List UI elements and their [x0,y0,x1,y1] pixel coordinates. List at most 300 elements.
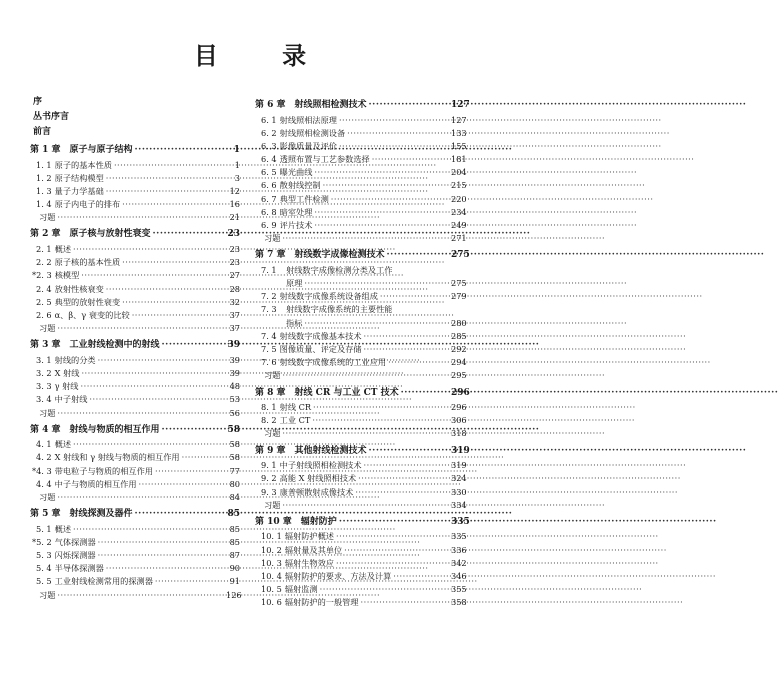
toc-page-number: 21 [229,212,240,223]
toc-leader-dots [106,185,224,198]
toc-entry-title: 半导体探测器 [54,563,104,574]
toc-left-column [30,95,240,602]
toc-entry-number: 10. 4 [261,570,282,581]
toc-entry-number: 1. 2 [36,172,52,183]
toc-entry-exercise [255,232,465,245]
toc-leader-dots [364,330,449,343]
toc-page-number: 295 [451,370,467,381]
toc-entry-section [255,557,465,570]
toc-entry-title: 核模型 [54,270,80,281]
toc-entry-number: *5. 2 [32,536,52,547]
toc-entry-chapter [255,444,470,460]
toc-entry-number: 2. 6 [36,309,52,320]
toc-leader-dots [122,198,224,211]
toc-entry-number: 10. 2 [261,544,282,555]
toc-entry-chapter [255,248,470,264]
toc-entry-title: 中子与物质的相互作用 [54,478,137,489]
toc-entry-title: 工业射线检测常用的探测器 [54,576,153,587]
toc-entry-section [255,486,465,499]
toc-leader-dots [314,166,449,179]
toc-entry-title: 放射性核衰变 [54,283,104,294]
toc-entry-title: 原子的基本性质 [54,159,112,170]
toc-page-number: 32 [229,296,240,307]
toc-entry-section [30,523,240,536]
toc-entry-chapter [30,143,240,159]
toc-page-number: 39 [227,340,240,351]
toc-entry-number: 6. 7 [261,193,277,204]
toc-entry-section [255,114,465,127]
toc-entry-number: 8. 2 [261,415,277,426]
toc-page-number: 91 [229,576,240,587]
toc-page-number: 285 [451,330,467,341]
toc-page-number: 12 [229,185,240,196]
toc-entry-section [30,172,240,185]
toc-leader-dots [388,356,449,369]
toc-page-number: 306 [451,415,467,426]
toc-entry-number: 第 3 章 [30,340,61,351]
toc-entry-number: 5. 4 [36,563,52,574]
toc-entry-title: 工业射线检测中的射线 [69,340,160,351]
toc-entry-section [255,583,465,596]
toc-leader-dots [139,478,224,491]
toc-entry-number: 3. 3 [36,381,52,392]
toc-entry-number: 5. 3 [36,550,52,560]
toc-page-number: 58 [229,452,240,463]
toc-page-number: 23 [227,229,240,240]
toc-entry-exercise [30,322,240,335]
toc-entry-section [30,438,240,451]
toc-page-number: 335 [451,516,470,527]
toc-leader-dots [347,127,449,140]
toc-entry-number: 8. 1 [261,402,277,413]
toc-leader-dots [339,515,449,531]
toc-leader-dots [73,438,224,451]
toc-page-number: 280 [451,317,467,328]
toc-entry-title: X 射线和 γ 射线与物质的相互作用 [54,452,180,463]
toc-leader-dots [336,530,449,543]
toc-entry-section [255,356,465,369]
toc-entry-section [255,219,465,232]
toc-page-number: 127 [451,114,467,125]
toc-entry-title: 典型的放射性衰变 [54,296,121,307]
toc-entry-title: 习题 [39,212,56,223]
toc-entry-title: 前言 [33,127,52,137]
toc-entry-number: 7. 1 [261,264,277,275]
toc-entry-title: 习题 [39,323,56,334]
toc-page-number: 358 [451,597,467,608]
toc-leader-dots [387,248,449,264]
toc-entry-exercise [255,369,465,382]
toc-entry-section [30,283,240,296]
toc-entry-section [30,536,240,549]
toc-page-number: 334 [451,499,467,510]
toc-entry-title: 评片技术 [279,220,313,230]
toc-entry-title: 原子内电子的排布 [54,199,121,210]
toc-page-number: 58 [227,424,240,435]
toc-entry-section [30,198,240,211]
toc-entry-number: 10. 1 [261,531,282,542]
toc-entry-section [255,166,465,179]
toc-entry-number: *2. 3 [32,270,52,281]
toc-page-number: 58 [229,439,240,450]
toc-entry-title: 原子核的基本性质 [54,257,121,268]
toc-entry-number: 7. 4 [261,330,277,341]
toc-entry-section [30,393,240,406]
toc-right-column [255,95,470,610]
toc-entry-title: 习题 [264,428,281,439]
toc-leader-dots [122,296,224,309]
toc-page-number: 127 [451,100,470,110]
toc-entry-number: 5. 5 [36,576,52,587]
toc-leader-dots [364,343,449,356]
toc-entry-title: 图像质量、评定及存储 [279,344,362,354]
toc-entry-title: 其他射线检测技术 [294,445,367,456]
toc-entry-section [30,296,240,309]
toc-entry-number: 7. 5 [261,344,277,354]
toc-entry-front [30,95,240,110]
toc-entry-number: 2. 2 [36,257,52,268]
toc-leader-dots [339,140,449,153]
toc-page-number: 296 [451,387,470,398]
toc-entry-exercise [30,491,240,504]
toc-leader-dots [304,277,449,290]
toc-entry-section [30,367,240,380]
toc-page-number: 80 [229,478,240,489]
toc-entry-number: 2. 1 [36,243,52,254]
toc-leader-dots [106,283,224,296]
toc-entry-section [30,354,240,367]
toc-leader-dots [106,562,224,575]
toc-leader-dots [380,290,449,303]
toc-page-number: 23 [229,257,240,268]
toc-entry-section [255,570,465,583]
toc-page-number: 77 [229,465,240,476]
toc-leader-dots [122,256,224,269]
toc-entry-title: 序 [33,97,43,107]
toc-entry-title: 射线 CR [279,402,312,413]
toc-entry-title: γ 射线 [54,381,79,392]
toc-page-number: 220 [451,193,467,204]
toc-leader-dots [344,544,449,557]
toc-leader-dots [282,369,449,382]
toc-entry-number: 6. 5 [261,167,277,178]
toc-entry-title: 康普顿散射成像技术 [279,486,354,497]
toc-entry-number: 5. 1 [36,523,52,534]
toc-entry-title: 射线数字成像系统设备组成 [279,291,378,302]
toc-entry-title: 原理 [286,278,303,289]
toc-entry-number: 第 1 章 [30,145,61,155]
toc-entry-number: 2. 5 [36,296,52,307]
toc-entry-number: 第 7 章 [255,250,286,261]
toc-entry-number: 9. 3 [261,486,277,497]
toc-page-number: 84 [229,491,240,502]
toc-leader-dots [106,172,224,185]
toc-entry-section [255,459,465,472]
toc-entry-title: 辐射监测 [284,584,318,595]
toc-entry-title: 气体探测器 [54,536,96,547]
toc-entry-number: 1. 3 [36,185,52,196]
toc-entry-title: 辐射生物效应 [284,557,334,568]
toc-leader-dots [98,549,224,562]
toc-page-number: 336 [451,544,467,555]
toc-entry-number: 6. 3 [261,140,277,151]
toc-entry-number: 6. 4 [261,154,277,165]
toc-page-number: 53 [229,394,240,405]
toc-leader-dots [57,491,224,504]
toc-entry-title: 量子力学基础 [54,185,104,196]
toc-page-number: 85 [229,536,240,547]
toc-page-number: 215 [451,180,467,191]
toc-page-number: 87 [229,550,240,560]
toc-entry-section [255,206,465,219]
toc-entry-number: 6. 9 [261,220,277,230]
toc-entry-section [255,330,465,343]
toc-page-number: 319 [451,445,470,456]
toc-page-number: 90 [229,563,240,574]
toc-leader-dots [282,232,449,245]
toc-entry-title: 习题 [264,499,281,510]
toc-page-number: 155 [451,140,467,151]
toc-page-number: 275 [451,278,467,289]
toc-entry-title: 透照布置与工艺参数选择 [279,154,370,165]
toc-entry-number: 4. 4 [36,478,52,489]
toc-entry-chapter [255,98,470,114]
toc-leader-dots [331,193,449,206]
toc-entry-number: 6. 2 [261,127,277,138]
toc-entry-exercise [255,499,465,512]
toc-entry-number: 3. 1 [36,354,52,365]
toc-leader-dots [162,423,224,439]
toc-entry-title: 暗室处理 [279,206,313,217]
toc-entry-number: 第 10 章 [255,516,292,527]
toc-entry-number: 9. 1 [261,460,277,471]
toc-page-number: 342 [451,557,467,568]
toc-entry-title: 辐射防护 [300,516,337,527]
toc-page-number: 85 [229,523,240,534]
toc-leader-dots [162,338,224,354]
toc-entry-section [255,127,465,140]
toc-entry-title: 射线与物质的相互作用 [69,424,160,435]
toc-page-number: 294 [451,357,467,368]
toc-entry-title: 习题 [39,589,56,600]
toc-entry-number: 第 2 章 [30,229,61,240]
toc-leader-dots [81,269,224,282]
toc-entry-title: 丛书序言 [33,112,70,122]
toc-page-number: 319 [451,460,467,471]
toc-page-number: 324 [451,473,467,484]
toc-entry-title: 辐射防护的要求、方法及计算 [284,570,392,581]
toc-entry-section [255,401,465,414]
toc-entry-title: 习题 [39,407,56,418]
toc-page-number: 346 [451,570,467,581]
toc-leader-dots [323,179,449,192]
toc-entry-section [30,451,240,464]
toc-entry-number: 10. 5 [261,584,282,595]
toc-page-number: 48 [229,381,240,392]
toc-entry-section [255,343,465,356]
toc-leader-dots [153,227,224,243]
toc-entry-title: 原子核与放射性衰变 [69,229,151,240]
toc-leader-dots [372,153,449,166]
toc-entry-number: 6. 8 [261,206,277,217]
toc-entry-title: 中子射线 [54,394,88,405]
toc-entry-title: 闪烁探测器 [54,550,96,560]
toc-entry-title: 辐射量及其单位 [284,544,343,555]
toc-page-number: 1 [234,159,240,170]
toc-entry-section [255,472,465,485]
toc-entry-title: 原子与原子结构 [69,145,133,155]
toc-page-number: 318 [451,428,467,439]
toc-leader-dots [89,393,224,406]
toc-leader-dots [393,570,449,583]
toc-entry-section [255,303,465,316]
toc-entry-number: 4. 1 [36,439,52,450]
toc-entry-chapter [30,227,240,243]
toc-entry-title: 中子射线照相检测技术 [279,460,362,471]
toc-entry-number: 6. 6 [261,180,277,191]
toc-entry-section [255,414,465,427]
toc-leader-dots [57,589,224,602]
toc-entry-number: 3. 2 [36,367,52,378]
toc-leader-dots [98,354,224,367]
toc-entry-title: 射线数字成像基本技术 [279,330,362,341]
toc-leader-dots [81,367,224,380]
toc-entry-front [30,110,240,125]
toc-leader-dots [182,451,224,464]
toc-page-number: 335 [451,531,467,542]
toc-page-number: 3 [234,172,240,183]
toc-leader-dots [57,211,224,224]
toc-entry-section [255,544,465,557]
toc-page-number: 56 [229,407,240,418]
toc-entry-title: 射线 CR 与工业 CT 技术 [294,387,399,398]
toc-page-number: 204 [451,167,467,178]
toc-entry-number: 6. 1 [261,114,277,125]
toc-leader-dots [132,309,224,322]
toc-entry-title: 射线数字成像检测分类及工作 [286,264,393,275]
toc-entry-number: 10. 3 [261,557,282,568]
toc-page-number: 28 [229,283,240,294]
toc-entry-section [30,575,240,588]
toc-entry-number: 10. 6 [261,597,282,608]
toc-entry-section [255,530,465,543]
toc-leader-dots [155,575,224,588]
toc-entry-title: 射线数字成像检测技术 [294,250,385,261]
toc-entry-number: 第 9 章 [255,445,286,456]
toc-entry-title: 曝光曲线 [279,167,313,178]
toc-entry-title: 射线照相法原理 [279,114,337,125]
toc-leader-dots [114,159,224,172]
toc-entry-title: 高能 X 射线照相技术 [279,473,357,484]
toc-entry-title: 射线数字成像系统的主要性能 [286,304,393,315]
toc-leader-dots [401,386,449,402]
toc-entry-section [30,465,240,478]
toc-entry-chapter [30,423,240,439]
toc-entry-section [30,380,240,393]
toc-entry-title: 习题 [264,370,281,381]
toc-leader-dots [135,507,224,523]
toc-leader-dots [361,596,449,609]
page-title: 目 录 [193,42,335,70]
toc-entry-title: X 射线 [54,367,80,378]
toc-page-number: 133 [451,127,467,138]
toc-entry-section [30,309,240,322]
toc-entry-title: 射线照相检测设备 [279,127,346,138]
toc-leader-dots [320,583,449,596]
toc-page-number: 39 [229,367,240,378]
toc-entry-number: 第 6 章 [255,100,286,110]
toc-page-number: 330 [451,486,467,497]
toc-page-number: 27 [229,270,240,281]
toc-page-number: 279 [451,291,467,302]
toc-entry-title: 习题 [39,491,56,502]
toc-entry-section [255,193,465,206]
toc-page-number: 16 [229,199,240,210]
toc-entry-title: 原子结构模型 [54,172,104,183]
toc-entry-title: α、β、γ 衰变的比较 [54,309,130,320]
toc-leader-dots [364,459,449,472]
toc-page-number: 181 [451,154,467,165]
toc-entry-number: 9. 2 [261,473,277,484]
toc-leader-dots [282,499,449,512]
toc-entry-title: 指标 [286,317,303,328]
toc-leader-dots [312,414,449,427]
toc-page-number: 271 [451,233,467,244]
toc-entry-number: 2. 4 [36,283,52,294]
toc-entry-section [255,290,465,303]
toc-entry-number: 3. 4 [36,394,52,405]
toc-entry-title: 散射线控制 [279,180,321,191]
toc-entry-section [30,478,240,491]
toc-page-number: 292 [451,344,467,354]
toc-page-number: 234 [451,206,467,217]
toc-page-number: 37 [229,323,240,334]
toc-page-number: 1 [233,145,240,155]
toc-entry-section [30,256,240,269]
toc-entry-title: 概述 [54,523,72,534]
toc-entry-title: 典型工件检测 [279,193,329,204]
toc-leader-dots [73,523,224,536]
toc-entry-number: *4. 3 [32,465,52,476]
toc-leader-dots [369,98,449,114]
toc-entry-section [30,562,240,575]
toc-leader-dots [313,401,449,414]
toc-entry-title: 射线探测及器件 [69,509,133,520]
toc-entry-title: 概述 [54,243,72,254]
toc-leader-dots [304,317,449,330]
toc-entry-number: 7. 3 [261,304,277,315]
toc-entry-section [30,243,240,256]
toc-entry-section [30,269,240,282]
toc-leader-dots [282,427,449,440]
toc-entry-number: 第 8 章 [255,387,286,398]
toc-leader-dots [369,444,449,460]
toc-entry-number: 第 5 章 [30,509,61,520]
toc-entry-section [30,185,240,198]
toc-entry-number: 1. 1 [36,159,52,170]
toc-entry-title: 概述 [54,439,72,450]
toc-leader-dots [339,114,449,127]
toc-entry-title: 射线照相检测技术 [294,100,367,110]
toc-page-number: 126 [226,589,242,600]
toc-entry-title: 辐射防护的一般管理 [284,597,359,608]
toc-leader-dots [57,322,224,335]
toc-entry-number: 4. 2 [36,452,52,463]
toc-page-number: 23 [229,243,240,254]
toc-entry-section [255,264,465,277]
toc-entry-title: 工业 CT [279,415,311,426]
toc-leader-dots [57,407,224,420]
